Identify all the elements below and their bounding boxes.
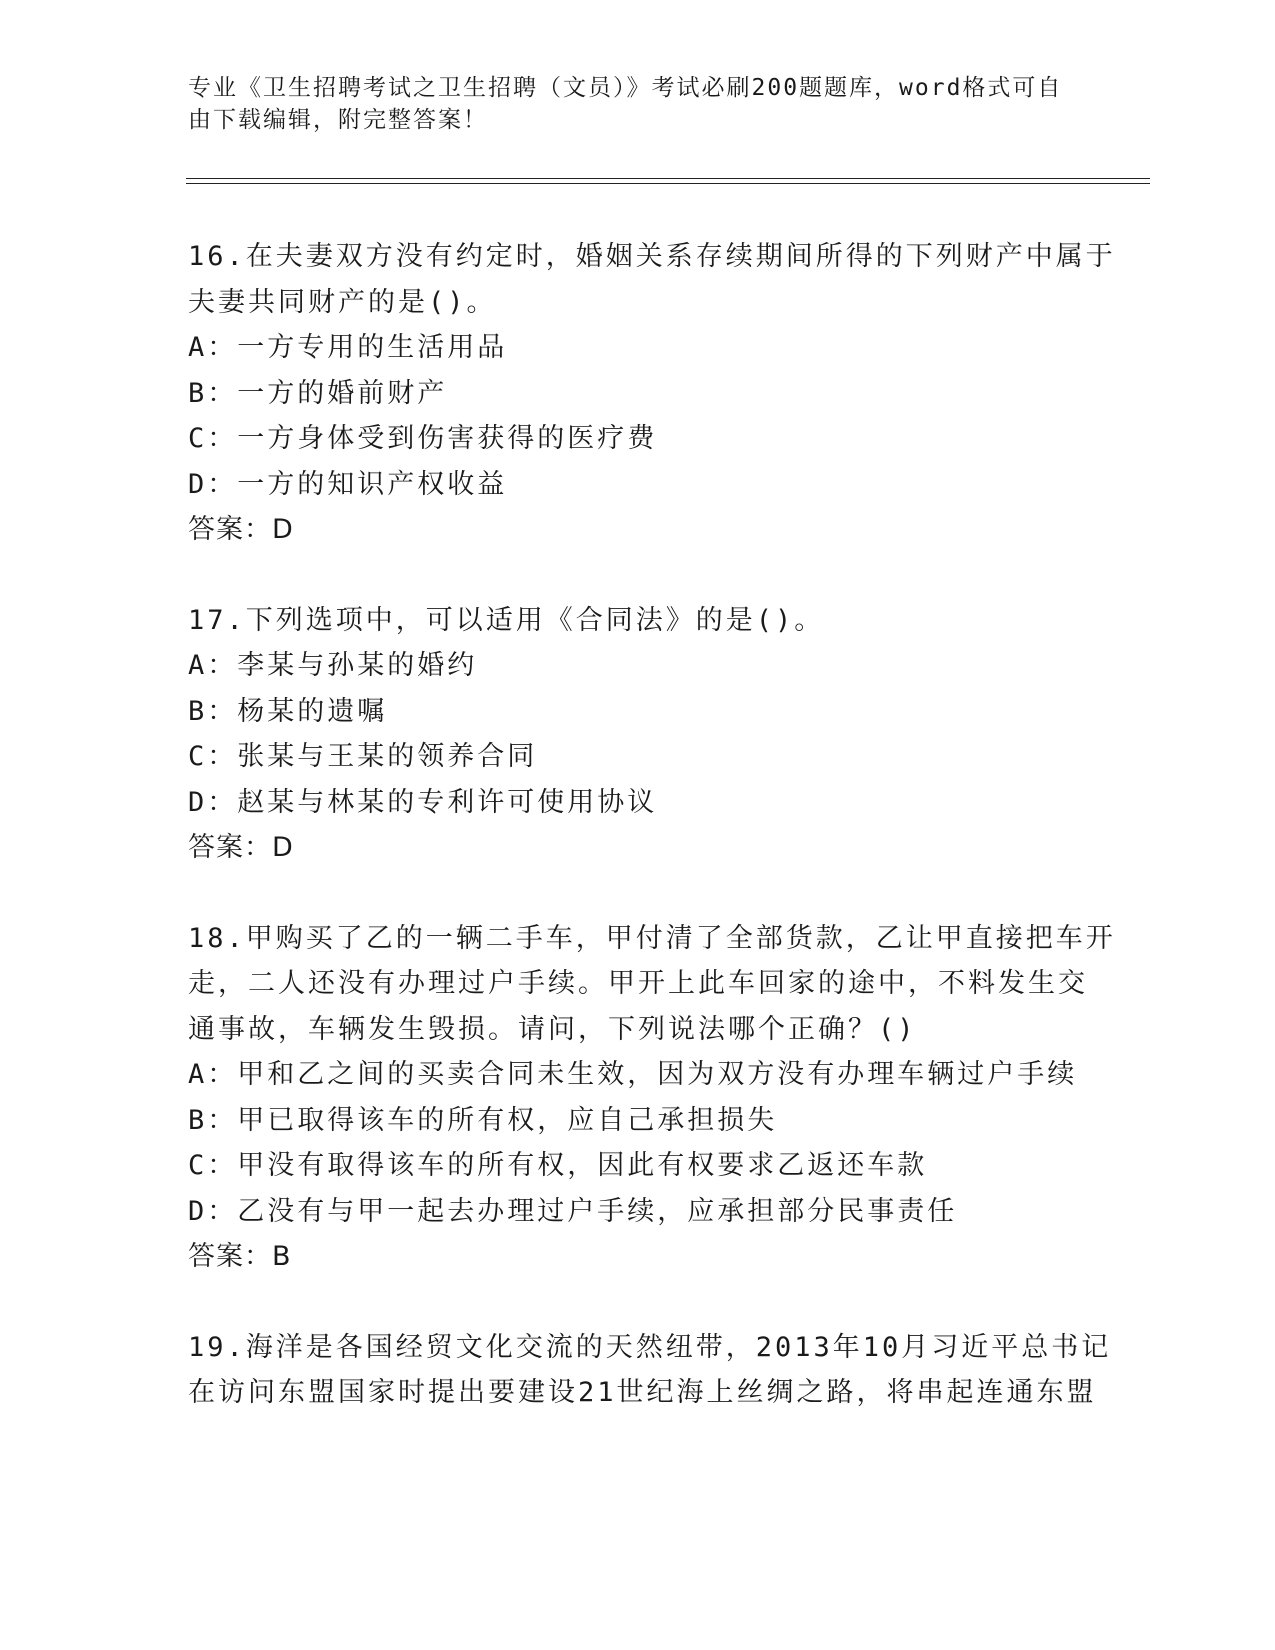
header-line-2: 由下载编辑，附完整答案！ <box>188 107 488 133</box>
question-16 <box>188 234 1116 553</box>
option-a: A：甲和乙之间的买卖合同未生效，因为双方没有办理车辆过户手续 <box>188 1059 1078 1090</box>
option-b: B：杨某的遗嘱 <box>188 695 388 727</box>
option-d: D：赵某与林某的专利许可使用协议 <box>188 786 658 818</box>
option-c: C：一方身体受到伤害获得的医疗费 <box>188 423 658 454</box>
question-stem-line: 19.海洋是各国经贸文化交流的天然纽带，2013年10月习近平总书记 <box>188 1331 1112 1363</box>
option-a: A：一方专用的生活用品 <box>188 332 508 363</box>
header-divider-top <box>186 178 1150 179</box>
question-stem-line: 通事故，车辆发生毁损。请问，下列说法哪个正确？() <box>188 1013 917 1045</box>
answer: 答案：D <box>188 514 294 545</box>
question-stem-line: 16.在夫妻双方没有约定时，婚姻关系存续期间所得的下列财产中属于 <box>188 241 1116 272</box>
question-19 <box>188 1325 1112 1416</box>
question-stem-line: 夫妻共同财产的是()。 <box>188 286 497 318</box>
question-stem-line: 17.下列选项中，可以适用《合同法》的是()。 <box>188 604 825 636</box>
option-c: C：张某与王某的领养合同 <box>188 741 538 772</box>
option-b: B：甲已取得该车的所有权，应自己承担损失 <box>188 1104 778 1136</box>
answer: 答案：D <box>188 832 294 863</box>
question-18 <box>188 916 1116 1280</box>
option-d: D：乙没有与甲一起去办理过户手续，应承担部分民事责任 <box>188 1195 958 1227</box>
question-list <box>188 234 1116 1461</box>
header-divider-bottom <box>186 183 1150 184</box>
option-d: D：一方的知识产权收益 <box>188 468 508 500</box>
question-stem-line: 18.甲购买了乙的一辆二手车，甲付清了全部货款，乙让甲直接把车开 <box>188 922 1116 954</box>
answer: 答案：B <box>188 1241 292 1272</box>
question-17 <box>188 598 1088 871</box>
option-a: A：李某与孙某的婚约 <box>188 650 478 681</box>
document-header <box>188 72 1068 136</box>
option-c: C：甲没有取得该车的所有权，因此有权要求乙返还车款 <box>188 1150 928 1181</box>
question-stem-line: 走，二人还没有办理过户手续。甲开上此车回家的途中，不料发生交 <box>188 968 1088 999</box>
header-line-1: 专业《卫生招聘考试之卫生招聘（文员）》考试必刷200题题库，word格式可自 <box>188 75 1063 101</box>
option-b: B：一方的婚前财产 <box>188 377 448 409</box>
question-stem-line: 在访问东盟国家时提出要建设21世纪海上丝绸之路，将串起连通东盟 <box>188 1377 1097 1408</box>
